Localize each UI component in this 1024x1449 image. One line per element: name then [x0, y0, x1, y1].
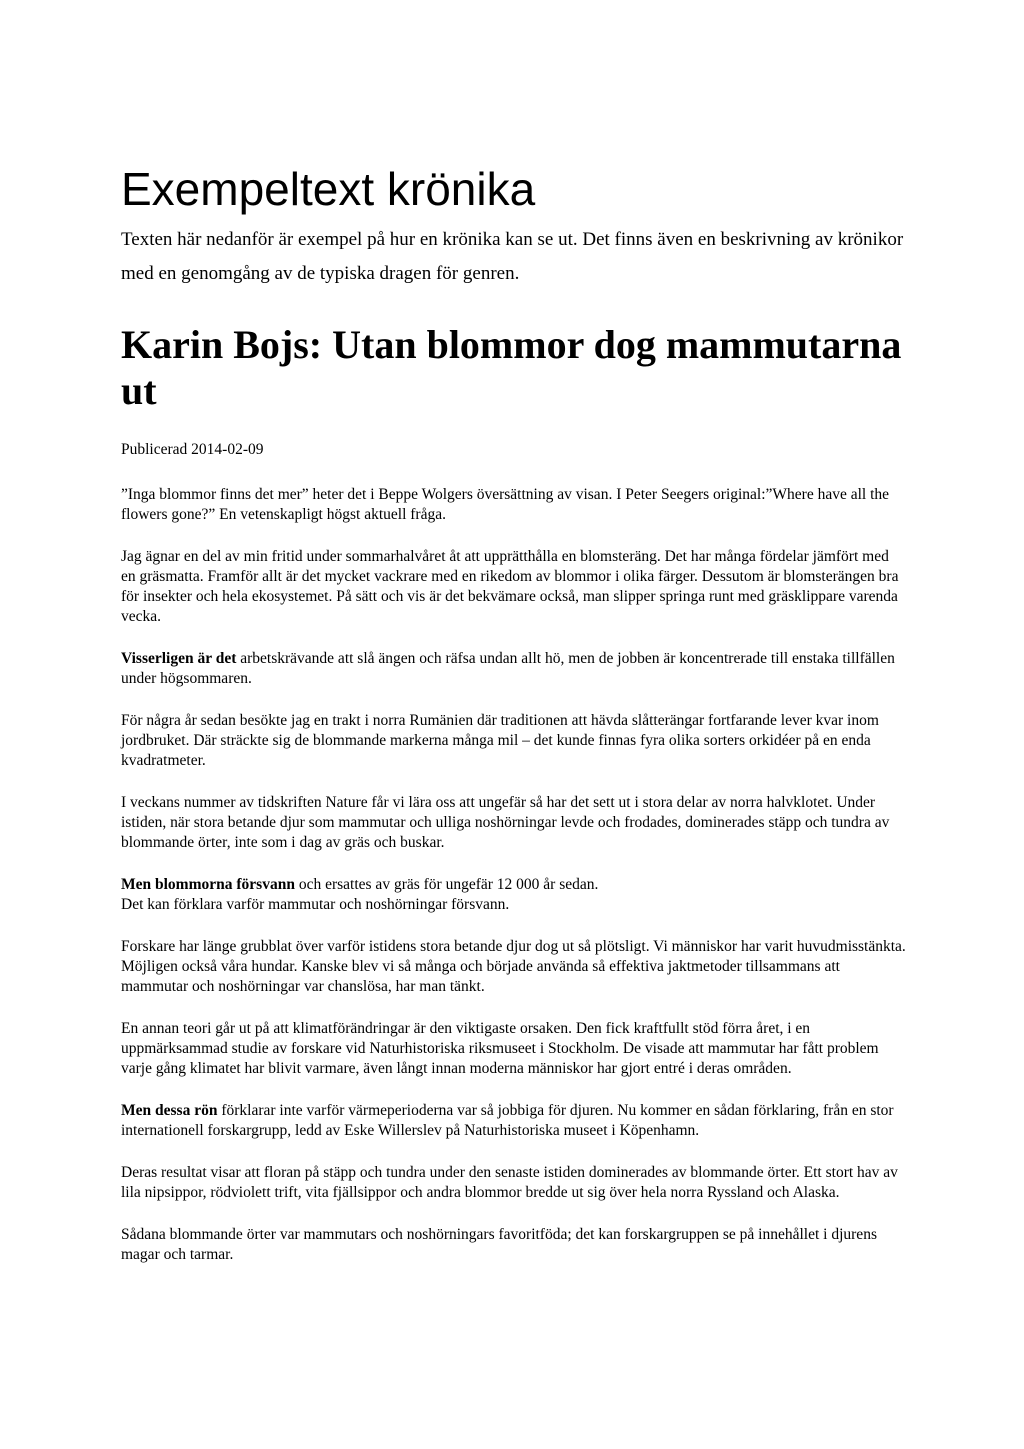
paragraph-text: arbetskrävande att slå ängen och räfsa undan allt hö, men de jobben är koncentrerade till enstaka tillfällen under högsommaren.	[121, 650, 895, 687]
paragraph: ”Inga blommor finns det mer” heter det i Beppe Wolgers översättning av visan. I Peter Seegers original:”Where have all the flowers gone?” En vetenskapligt högst aktuell fråga.	[121, 486, 890, 523]
paragraph-lead: Men blommorna försvann	[121, 876, 295, 893]
paragraph: Deras resultat visar att floran på stäpp och tundra under den senaste istiden dominerades av blommande örter. Ett stort hav av lila nipsippor, rödviolett trift, vita fjällsippor och andra blommor bredde ut sig över hela norra Ryssland och Alaska.	[121, 1164, 898, 1201]
paragraph: Sådana blommande örter var mammutars och noshörningars favoritföda; det kan forskargruppen se på innehållet i djurens magar och tarmar.	[121, 1226, 877, 1263]
paragraph	[121, 649, 907, 689]
paragraph: I veckans nummer av tidskriften Nature får vi lära oss att ungefär så har det sett ut i stora delar av norra halvklotet. Under istiden, när stora betande djur som mammutar och ulliga noshörningar levde och frodades, dominerades stäpp och tundra av blommande örter, inte som i dag av gräs och buskar.	[121, 794, 890, 851]
paragraph-text: förklarar inte varför värmeperioderna var så jobbiga för djuren. Nu kommer en sådan förklaring, från en stor internationell forskargrupp, ledd av Eske Willerslev på Naturhistoriska museet i Köpenhamn.	[121, 1102, 894, 1139]
paragraph: Jag ägnar en del av min fritid under sommarhalvåret åt att upprätthålla en blomsteräng. Det har många fördelar jämfört med en gräsmatta. Framför allt är det mycket vackrare med en rikedom av blommor i olika färger. Dessutom är blomsterängen bra för insekter och hela ekosystemet. På sätt och vis är det bekvämare också, man slipper springa runt med gräsklippare varenda vecka.	[121, 548, 899, 625]
paragraph	[121, 1101, 907, 1141]
paragraph-lead: Visserligen är det	[121, 650, 237, 667]
paragraph-lead: Men dessa rön	[121, 1102, 218, 1119]
intro-paragraph: Texten här nedanför är exempel på hur en krönika kan se ut. Det finns även en beskrivning av krönikor med en genomgång av de typiska dragen för genren.	[121, 229, 904, 284]
publish-date: Publicerad 2014-02-09	[121, 441, 264, 458]
article-headline: Karin Bojs: Utan blommor dog mammutarna ut	[121, 322, 902, 413]
paragraph	[121, 875, 907, 915]
paragraph: En annan teori går ut på att klimatförändringar är den viktigaste orsaken. Den fick kraftfullt stöd förra året, i en uppmärksammad studie av forskare vid Naturhistoriska riksmuseet i Stockholm. De visade att mammutar har fått problem varje gång klimatet har blivit varmare, även långt innan moderna människor har gjort entré i deras områden.	[121, 1020, 879, 1077]
paragraph: Forskare har länge grubblat över varför istidens stora betande djur dog ut så plötsligt. Vi människor har varit huvudmisstänkta. Möjligen också våra hundar. Kanske blev vi så många och började använda så effektiva jaktmetoder tillsammans att mammutar och noshörningar var chanslösa, har man tänkt.	[121, 938, 906, 995]
paragraph-text: och ersattes av gräs för ungefär 12 000 år sedan.	[294, 876, 599, 893]
paragraph: För några år sedan besökte jag en trakt i norra Rumänien där traditionen att hävda slåtterängar fortfarande lever kvar inom jordbruket. Där sträckte sig de blommande markerna många mil – det kunde finnas fyra olika sorters orkidéer på en enda kvadratmeter.	[121, 712, 879, 769]
document-title: Exempeltext krönika	[121, 163, 536, 215]
paragraph-text: Det kan förklara varför mammutar och noshörningar försvann.	[121, 896, 510, 913]
article-body	[121, 485, 907, 1287]
